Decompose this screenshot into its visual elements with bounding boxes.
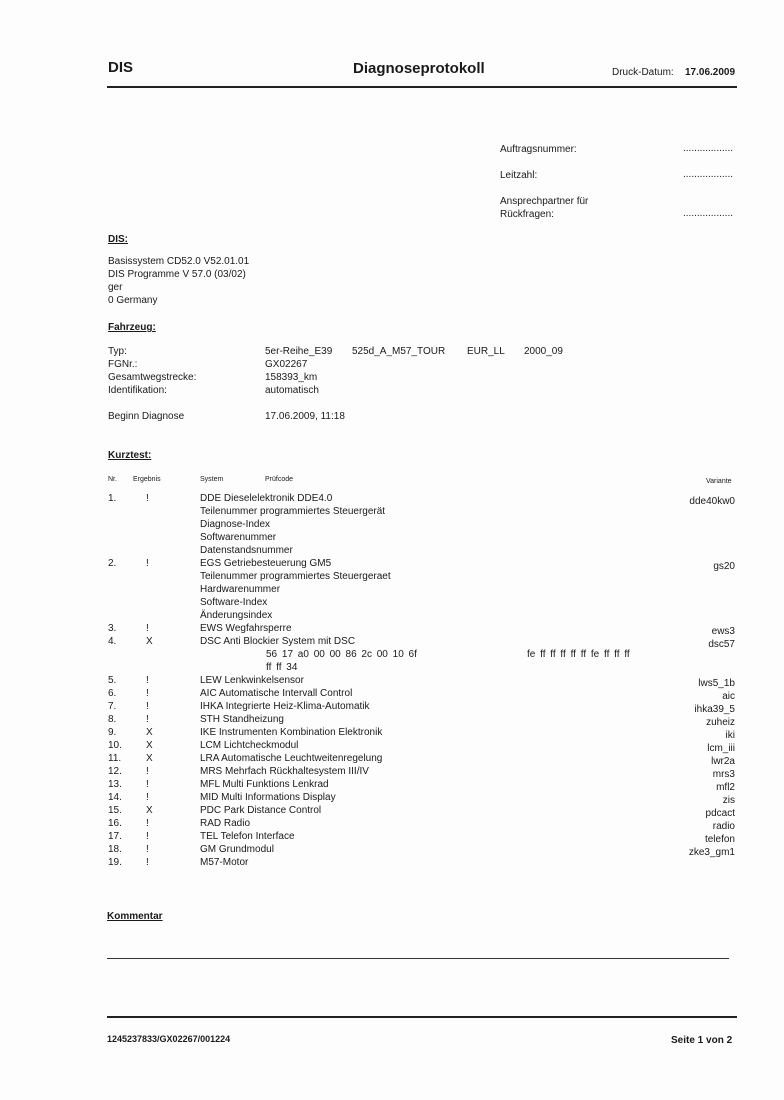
row-variant: telefon [704,834,735,845]
contact-label-2: Rückfragen: [500,209,554,220]
row-subitem: Änderungsindex [200,610,273,621]
row-result: ! [146,844,149,855]
row-subitem: Datenstandsnummer [200,545,293,556]
row-result: X [146,753,153,764]
row-system: GM Grundmodul [200,844,274,855]
contact-field: .................. [683,208,734,219]
print-date-label: Druck-Datum: [612,67,674,78]
row-result: ! [146,766,149,777]
typ-label: Typ: [108,346,127,357]
print-date-value: 17.06.2009 [685,67,736,78]
row-system: DSC Anti Blockier System mit DSC [200,636,356,647]
kurztest-heading: Kurztest: [108,450,152,461]
row-variant: iki [725,730,735,741]
row-variant: aic [722,691,735,702]
row-variant: lcm_iii [707,743,735,754]
row-result: ! [146,779,149,790]
row-number: 1. [108,493,117,504]
row-subitem: Hardwarenummer [200,584,281,595]
row-number: 9. [108,727,117,738]
row-system: DDE Dieselelektronik DDE4.0 [200,493,333,504]
typ-series: 5er-Reihe_E39 [265,346,333,357]
row-system: LCM Lichtcheckmodul [200,740,299,751]
row-result: X [146,727,153,738]
row-system: M57-Motor [200,857,249,868]
ident-value: automatisch [265,385,319,396]
row-number: 16. [108,818,122,829]
row-number: 14. [108,792,122,803]
row-number: 18. [108,844,122,855]
row-system: LEW Lenkwinkelsensor [200,675,304,686]
row-number: 10. [108,740,122,751]
row-system: AIC Automatische Intervall Control [200,688,353,699]
auftragsnummer-field: .................. [683,143,734,154]
dis-line: ger [108,282,123,293]
contact-label-1: Ansprechpartner für [500,196,589,207]
header-divider [107,86,737,88]
row-variant: radio [712,821,735,832]
distance-value: 158393_km [265,372,318,383]
row-subitem: Diagnose-Index [200,519,271,530]
row-number: 7. [108,701,117,712]
auftragsnummer-label: Auftragsnummer: [500,144,577,155]
row-result: ! [146,493,149,504]
row-number: 12. [108,766,122,777]
row-variant: zis [722,795,735,806]
comment-line [107,958,729,959]
row-number: 19. [108,857,122,868]
row-number: 5. [108,675,117,686]
row-hex-code: fe ff ff ff ff ff fe ff ff ff [527,649,630,660]
dis-heading: DIS: [108,234,128,245]
row-number: 4. [108,636,117,647]
column-result: Ergebnis [133,476,161,483]
row-system: IHKA Integrierte Heiz-Klima-Automatik [200,701,370,712]
row-subitem: Teilenummer programmiertes Steuergerät [200,506,386,517]
row-result: ! [146,714,149,725]
row-result: ! [146,831,149,842]
row-variant: zke3_gm1 [688,847,735,858]
row-number: 2. [108,558,117,569]
row-system: MID Multi Informations Display [200,792,336,803]
row-variant: pdcact [705,808,735,819]
row-subitem: Software-Index [200,597,268,608]
row-number: 8. [108,714,117,725]
row-result: ! [146,701,149,712]
row-variant: dsc57 [708,639,735,650]
row-variant: mrs3 [712,769,735,780]
row-system: STH Standheizung [200,714,284,725]
row-result: X [146,636,153,647]
row-subitem: Softwarenummer [200,532,277,543]
begin-value: 17.06.2009, 11:18 [265,411,345,422]
row-number: 15. [108,805,122,816]
row-number: 13. [108,779,122,790]
row-variant: ews3 [711,626,735,637]
row-variant: zuheiz [706,717,735,728]
fgnr-label: FGNr.: [108,359,138,370]
row-variant: ihka39_5 [694,704,735,715]
document-reference: 1245237833/GX02267/001224 [107,1034,231,1044]
row-system: EWS Wegfahrsperre [200,623,292,634]
row-system: MRS Mehrfach Rückhaltesystem III/IV [200,766,369,777]
row-system: TEL Telefon Interface [200,831,295,842]
row-result: X [146,805,153,816]
row-system: LRA Automatische Leuchtweitenregelung [200,753,383,764]
dis-line: 0 Germany [108,295,158,306]
row-variant: lwr2a [711,756,735,767]
fgnr-value: GX02267 [265,359,308,370]
row-result: ! [146,688,149,699]
row-result: ! [146,818,149,829]
distance-label: Gesamtwegstrecke: [108,372,197,383]
row-number: 17. [108,831,122,842]
row-number: 3. [108,623,117,634]
dis-logo: DIS [108,59,134,76]
typ-market: EUR_LL [467,346,505,357]
column-variant: Variante [706,478,732,485]
leitzahl-label: Leitzahl: [500,170,538,181]
row-system: RAD Radio [200,818,251,829]
begin-label: Beginn Diagnose [108,411,185,422]
vehicle-heading: Fahrzeug: [108,322,156,333]
document-title: Diagnoseprotokoll [353,60,485,77]
page-number: Seite 1 von 2 [671,1035,733,1046]
comment-heading: Kommentar [107,911,163,922]
row-variant: lws5_1b [698,678,735,689]
row-variant: mfl2 [716,782,735,793]
row-result: ! [146,623,149,634]
row-number: 6. [108,688,117,699]
ident-label: Identifikation: [108,385,167,396]
row-variant: gs20 [713,561,735,572]
column-system: System [200,476,224,483]
row-system: IKE Instrumenten Kombination Elektronik [200,727,383,738]
dis-line: Basissystem CD52.0 V52.01.01 [108,256,250,267]
row-result: ! [146,792,149,803]
row-subitem: Teilenummer programmiertes Steuergeraet [200,571,391,582]
row-system: EGS Getriebesteuerung GM5 [200,558,332,569]
row-hex-code: ff ff 34 [266,662,298,673]
footer-divider [107,1016,737,1018]
row-result: ! [146,675,149,686]
row-number: 11. [108,753,122,764]
dis-line: DIS Programme V 57.0 (03/02) [108,269,246,280]
typ-model: 525d_A_M57_TOUR [352,346,446,357]
column-code: Prüfcode [265,476,294,483]
row-result: ! [146,558,149,569]
typ-date: 2000_09 [524,346,563,357]
row-variant: dde40kw0 [689,496,735,507]
leitzahl-field: .................. [683,169,734,180]
row-result: ! [146,857,149,868]
row-system: MFL Multi Funktions Lenkrad [200,779,329,790]
column-nr: Nr. [108,476,117,483]
row-system: PDC Park Distance Control [200,805,322,816]
row-result: X [146,740,153,751]
row-hex-code: 56 17 a0 00 00 86 2c 00 10 6f [266,649,417,660]
